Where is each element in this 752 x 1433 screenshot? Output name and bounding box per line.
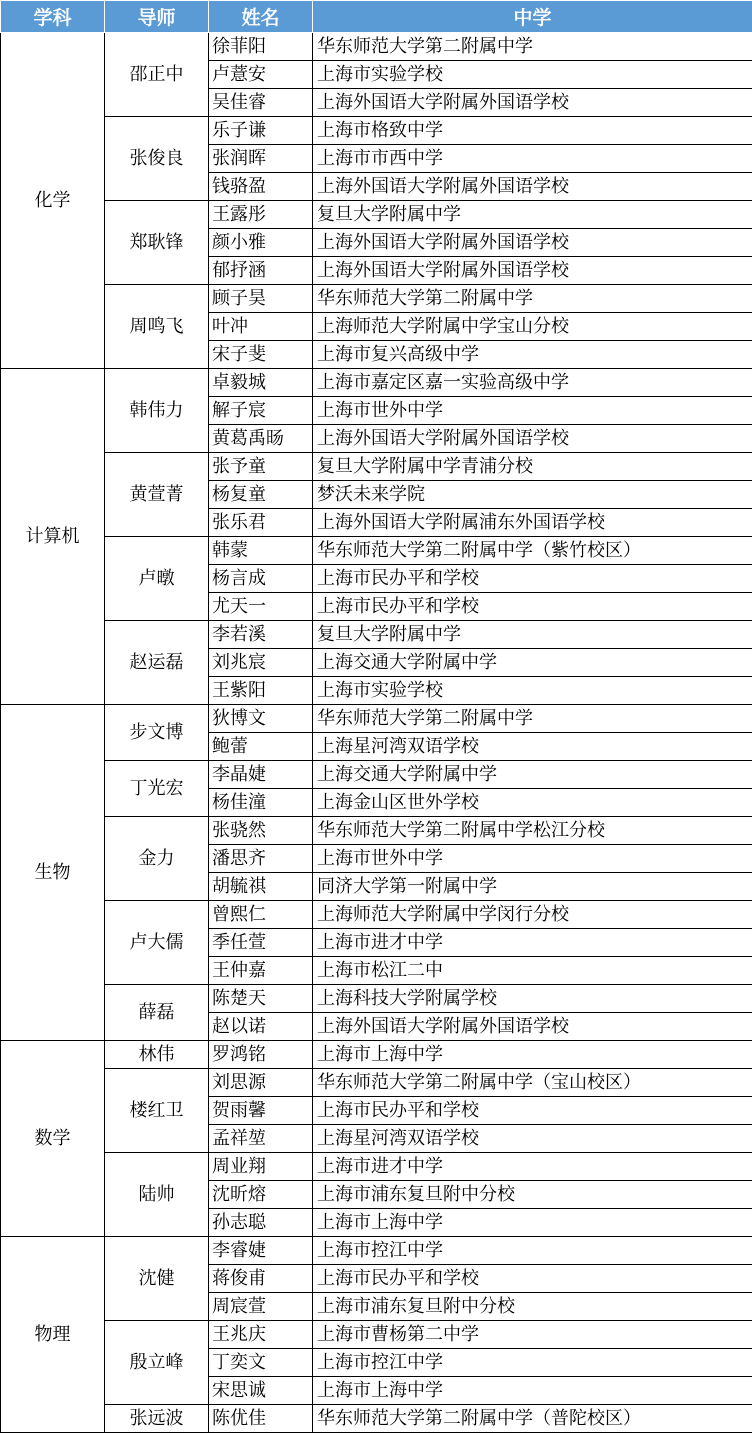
tutor-cell: 郑耿锋: [105, 201, 209, 285]
school-cell: 上海外国语大学附属外国语学校: [313, 173, 752, 201]
student-name-cell: 叶冲: [209, 313, 313, 341]
school-cell: 上海市民办平和学校: [313, 593, 752, 621]
tutor-cell: 楼红卫: [105, 1069, 209, 1153]
student-name-cell: 宋思诚: [209, 1377, 313, 1405]
table-row: [1, 621, 752, 649]
student-name-cell: 王仲嘉: [209, 957, 313, 985]
student-name-cell: 周宸萱: [209, 1293, 313, 1321]
school-cell: 上海市控江中学: [313, 1237, 752, 1265]
school-cell: 上海外国语大学附属外国语学校: [313, 257, 752, 285]
school-cell: 复旦大学附属中学: [313, 201, 752, 229]
school-cell: 复旦大学附属中学青浦分校: [313, 453, 752, 481]
student-name-cell: 沈昕熔: [209, 1181, 313, 1209]
student-name-cell: 杨复童: [209, 481, 313, 509]
tutor-cell: 卢大儒: [105, 901, 209, 985]
student-name-cell: 尤天一: [209, 593, 313, 621]
student-name-cell: 颜小雅: [209, 229, 313, 257]
student-name-cell: 孟祥堃: [209, 1125, 313, 1153]
student-name-cell: 黄葛禹旸: [209, 425, 313, 453]
table-row: [1, 761, 752, 789]
tutor-cell: 邵正中: [105, 33, 209, 117]
school-cell: 上海市复兴高级中学: [313, 341, 752, 369]
student-name-cell: 胡毓祺: [209, 873, 313, 901]
student-name-cell: 赵以诺: [209, 1013, 313, 1041]
tutor-cell: 张远波: [105, 1405, 209, 1433]
tutor-cell: 步文博: [105, 705, 209, 761]
table-row: [1, 1237, 752, 1265]
school-cell: 华东师范大学第二附属中学: [313, 33, 752, 61]
school-cell: 华东师范大学第二附属中学（紫竹校区）: [313, 537, 752, 565]
school-cell: 华东师范大学第二附属中学（普陀校区）: [313, 1405, 752, 1433]
student-name-cell: 周业翔: [209, 1153, 313, 1181]
school-cell: 上海科技大学附属学校: [313, 985, 752, 1013]
school-cell: 复旦大学附属中学: [313, 621, 752, 649]
tutor-cell: 金力: [105, 817, 209, 901]
tutor-cell: 丁光宏: [105, 761, 209, 817]
tutor-cell: 张俊良: [105, 117, 209, 201]
school-cell: 上海市上海中学: [313, 1041, 752, 1069]
table-row: [1, 985, 752, 1013]
school-cell: 同济大学第一附属中学: [313, 873, 752, 901]
table-row: [1, 369, 752, 397]
school-cell: 上海市上海中学: [313, 1377, 752, 1405]
student-name-cell: 鲍蕾: [209, 733, 313, 761]
student-name-cell: 乐子谦: [209, 117, 313, 145]
table-row: [1, 1321, 752, 1349]
school-cell: 梦沃未来学院: [313, 481, 752, 509]
student-name-cell: 卢薏安: [209, 61, 313, 89]
student-name-cell: 韩蒙: [209, 537, 313, 565]
roster-body: [1, 33, 752, 1433]
school-cell: 上海市民办平和学校: [313, 1097, 752, 1125]
school-cell: 上海市嘉定区嘉一实验高级中学: [313, 369, 752, 397]
tutor-cell: 陆帅: [105, 1153, 209, 1237]
header-subject: 学科: [1, 1, 105, 33]
subject-cell: 数学: [1, 1041, 105, 1237]
student-name-cell: 李若溪: [209, 621, 313, 649]
school-cell: 上海市市西中学: [313, 145, 752, 173]
school-cell: 上海市格致中学: [313, 117, 752, 145]
school-cell: 上海星河湾双语学校: [313, 733, 752, 761]
school-cell: 上海外国语大学附属外国语学校: [313, 425, 752, 453]
student-name-cell: 张润晖: [209, 145, 313, 173]
school-cell: 上海市浦东复旦附中分校: [313, 1181, 752, 1209]
tutor-cell: 韩伟力: [105, 369, 209, 453]
student-name-cell: 季任萱: [209, 929, 313, 957]
school-cell: 上海外国语大学附属外国语学校: [313, 1013, 752, 1041]
student-name-cell: 杨佳潼: [209, 789, 313, 817]
student-name-cell: 张骁然: [209, 817, 313, 845]
school-cell: 上海市松江二中: [313, 957, 752, 985]
table-row: [1, 117, 752, 145]
school-cell: 上海市进才中学: [313, 929, 752, 957]
school-cell: 上海市上海中学: [313, 1209, 752, 1237]
school-cell: 上海交通大学附属中学: [313, 761, 752, 789]
school-cell: 上海市民办平和学校: [313, 565, 752, 593]
student-name-cell: 解子宸: [209, 397, 313, 425]
table-row: [1, 33, 752, 61]
school-cell: 上海市世外中学: [313, 845, 752, 873]
school-cell: 上海市控江中学: [313, 1349, 752, 1377]
school-cell: 上海市实验学校: [313, 61, 752, 89]
school-cell: 上海外国语大学附属浦东外国语学校: [313, 509, 752, 537]
tutor-cell: 沈健: [105, 1237, 209, 1321]
tutor-cell: 殷立峰: [105, 1321, 209, 1405]
student-name-cell: 徐菲阳: [209, 33, 313, 61]
subject-cell: 生物: [1, 705, 105, 1041]
student-name-cell: 陈楚天: [209, 985, 313, 1013]
school-cell: 上海市浦东复旦附中分校: [313, 1293, 752, 1321]
student-name-cell: 王露彤: [209, 201, 313, 229]
student-name-cell: 卓毅城: [209, 369, 313, 397]
table-row: [1, 901, 752, 929]
student-name-cell: 王兆庆: [209, 1321, 313, 1349]
student-name-cell: 杨言成: [209, 565, 313, 593]
subject-cell: 计算机: [1, 369, 105, 705]
header-row: [1, 1, 752, 33]
student-name-cell: 张乐君: [209, 509, 313, 537]
subject-cell: 化学: [1, 33, 105, 369]
table-row: [1, 705, 752, 733]
student-name-cell: 郁抒涵: [209, 257, 313, 285]
school-cell: 上海师范大学附属中学宝山分校: [313, 313, 752, 341]
school-cell: 上海交通大学附属中学: [313, 649, 752, 677]
student-name-cell: 刘兆宸: [209, 649, 313, 677]
student-name-cell: 潘思齐: [209, 845, 313, 873]
student-name-cell: 顾子昊: [209, 285, 313, 313]
student-name-cell: 王紫阳: [209, 677, 313, 705]
school-cell: 上海市曹杨第二中学: [313, 1321, 752, 1349]
school-cell: 上海金山区世外学校: [313, 789, 752, 817]
student-name-cell: 罗鸿铭: [209, 1041, 313, 1069]
header-tutor: 导师: [105, 1, 209, 33]
school-cell: 上海市进才中学: [313, 1153, 752, 1181]
table-row: [1, 1153, 752, 1181]
header-name: 姓名: [209, 1, 313, 33]
student-name-cell: 李晶婕: [209, 761, 313, 789]
school-cell: 上海市民办平和学校: [313, 1265, 752, 1293]
student-name-cell: 陈优佳: [209, 1405, 313, 1433]
student-name-cell: 李睿婕: [209, 1237, 313, 1265]
student-name-cell: 张予童: [209, 453, 313, 481]
school-cell: 上海星河湾双语学校: [313, 1125, 752, 1153]
school-cell: 华东师范大学第二附属中学: [313, 285, 752, 313]
school-cell: 上海市世外中学: [313, 397, 752, 425]
table-row: [1, 1041, 752, 1069]
school-cell: 华东师范大学第二附属中学: [313, 705, 752, 733]
tutor-cell: 卢暾: [105, 537, 209, 621]
student-name-cell: 曾熙仁: [209, 901, 313, 929]
student-name-cell: 刘思源: [209, 1069, 313, 1097]
school-cell: 上海外国语大学附属外国语学校: [313, 229, 752, 257]
tutor-cell: 薛磊: [105, 985, 209, 1041]
table-row: [1, 1405, 752, 1433]
tutor-cell: 林伟: [105, 1041, 209, 1069]
student-name-cell: 狄博文: [209, 705, 313, 733]
school-cell: 上海师范大学附属中学闵行分校: [313, 901, 752, 929]
school-cell: 华东师范大学第二附属中学（宝山校区）: [313, 1069, 752, 1097]
student-name-cell: 蒋俊甫: [209, 1265, 313, 1293]
table-row: [1, 201, 752, 229]
tutor-cell: 赵运磊: [105, 621, 209, 705]
table-row: [1, 285, 752, 313]
student-name-cell: 孙志聪: [209, 1209, 313, 1237]
student-name-cell: 钱骆盈: [209, 173, 313, 201]
header-school: 中学: [313, 1, 752, 33]
table-row: [1, 1069, 752, 1097]
table-row: [1, 817, 752, 845]
table-row: [1, 537, 752, 565]
student-name-cell: 丁奕文: [209, 1349, 313, 1377]
tutor-cell: 黄萱菁: [105, 453, 209, 537]
student-name-cell: 贺雨馨: [209, 1097, 313, 1125]
school-cell: 华东师范大学第二附属中学松江分校: [313, 817, 752, 845]
school-cell: 上海市实验学校: [313, 677, 752, 705]
student-name-cell: 吴佳睿: [209, 89, 313, 117]
student-name-cell: 宋子斐: [209, 341, 313, 369]
tutor-cell: 周鸣飞: [105, 285, 209, 369]
subject-cell: 物理: [1, 1237, 105, 1433]
table-row: [1, 453, 752, 481]
school-cell: 上海外国语大学附属外国语学校: [313, 89, 752, 117]
